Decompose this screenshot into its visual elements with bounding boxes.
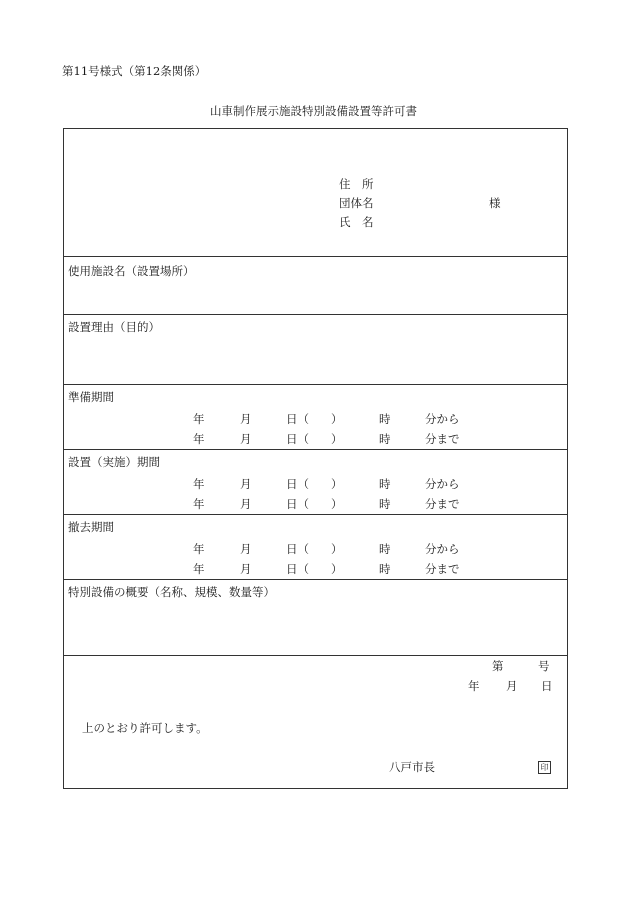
minute-from-label: 分から xyxy=(425,542,460,556)
day-label: 日（ xyxy=(286,412,309,426)
address-label: 住 所 xyxy=(339,177,374,191)
minute-from-label: 分から xyxy=(425,412,460,426)
year-label: 年 xyxy=(193,542,205,556)
applicant-name-label: 氏 名 xyxy=(339,215,374,229)
group-name-label: 団体名 xyxy=(339,196,374,210)
approval-day-label: 日 xyxy=(541,679,553,693)
issuer-name: 八戸市長 xyxy=(389,760,435,774)
approval-year-label: 年 xyxy=(468,679,480,693)
month-label: 月 xyxy=(240,497,252,511)
year-label: 年 xyxy=(193,477,205,491)
day-label: 日（ xyxy=(286,562,309,576)
weekday-close: ） xyxy=(331,477,343,491)
honorific-label: 様 xyxy=(489,196,501,210)
hour-label: 時 xyxy=(379,542,391,556)
minute-from-label: 分から xyxy=(425,477,460,491)
row-divider xyxy=(64,384,567,385)
seal-mark xyxy=(538,761,551,774)
seal-mark-text: 印 xyxy=(538,761,551,774)
minute-until-label: 分まで xyxy=(425,432,460,446)
permit-form-table xyxy=(63,128,568,789)
month-label: 月 xyxy=(240,562,252,576)
day-label: 日（ xyxy=(286,477,309,491)
row-divider xyxy=(64,256,567,257)
purpose-label: 設置理由（目的） xyxy=(68,320,160,334)
hour-label: 時 xyxy=(379,477,391,491)
year-label: 年 xyxy=(193,412,205,426)
row-divider xyxy=(64,655,567,656)
permit-number-suffix: 号 xyxy=(538,659,550,673)
removal-period-label: 撤去期間 xyxy=(68,520,114,534)
form-number: 第11号様式（第12条関係） xyxy=(62,64,207,78)
minute-until-label: 分まで xyxy=(425,497,460,511)
install-period-label: 設置（実施）期間 xyxy=(68,455,160,469)
row-divider xyxy=(64,579,567,580)
row-divider xyxy=(64,314,567,315)
hour-label: 時 xyxy=(379,497,391,511)
year-label: 年 xyxy=(193,497,205,511)
day-label: 日（ xyxy=(286,542,309,556)
hour-label: 時 xyxy=(379,562,391,576)
weekday-close: ） xyxy=(331,497,343,511)
year-label: 年 xyxy=(193,432,205,446)
row-divider xyxy=(64,449,567,450)
approval-statement: 上のとおり許可します。 xyxy=(82,721,208,735)
row-divider xyxy=(64,514,567,515)
weekday-close: ） xyxy=(331,562,343,576)
hour-label: 時 xyxy=(379,412,391,426)
weekday-close: ） xyxy=(331,432,343,446)
month-label: 月 xyxy=(240,432,252,446)
equipment-overview-label: 特別設備の概要（名称、規模、数量等） xyxy=(68,585,275,599)
permit-number-prefix: 第 xyxy=(492,659,504,673)
weekday-close: ） xyxy=(331,542,343,556)
month-label: 月 xyxy=(240,412,252,426)
month-label: 月 xyxy=(240,477,252,491)
month-label: 月 xyxy=(240,542,252,556)
facility-name-label: 使用施設名（設置場所） xyxy=(68,264,195,278)
year-label: 年 xyxy=(193,562,205,576)
prep-period-label: 準備期間 xyxy=(68,390,114,404)
day-label: 日（ xyxy=(286,497,309,511)
weekday-close: ） xyxy=(331,412,343,426)
minute-until-label: 分まで xyxy=(425,562,460,576)
hour-label: 時 xyxy=(379,432,391,446)
document-title: 山車制作展示施設特別設備設置等許可書 xyxy=(210,104,417,118)
approval-month-label: 月 xyxy=(506,679,518,693)
day-label: 日（ xyxy=(286,432,309,446)
